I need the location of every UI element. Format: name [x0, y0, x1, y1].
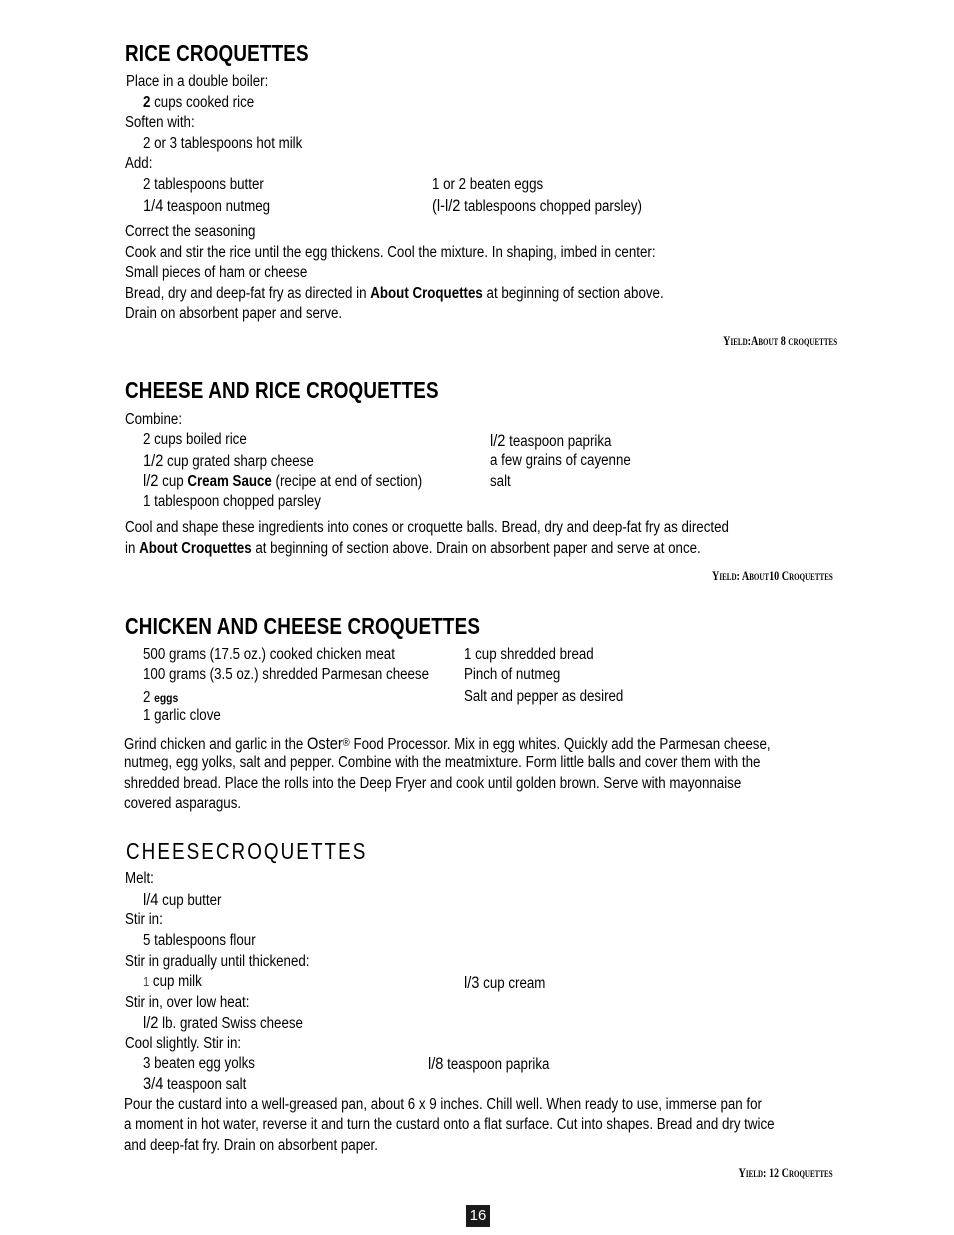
- chicken-ingredient: 1 garlic clove: [143, 707, 221, 724]
- rice-line: Soften with:: [125, 114, 195, 131]
- cheese-ingredient: 3/4 teaspoon salt: [143, 1074, 247, 1093]
- chicken-ingredient: 1 cup shredded bread: [464, 646, 594, 663]
- chicken-ingredient: Pinch of nutmeg: [464, 666, 561, 683]
- rice-line: 2 or 3 tablespoons hot milk: [143, 135, 303, 152]
- cheese-ingredient: l/8 teaspoon paprika: [428, 1054, 550, 1073]
- cheese-line: Cool slightly. Stir in:: [125, 1035, 242, 1052]
- cheese-rice-title: CHEESE AND RICE CROQUETTES: [125, 377, 439, 403]
- page-number: 16: [466, 1205, 490, 1227]
- rice-line: Add:: [125, 155, 153, 172]
- cheese-rice-ingredient: l/2 teaspoon paprika: [490, 431, 612, 450]
- cheese-rice-line: Cool and shape these ingredients into cones or croquette balls. Bread, dry and deep-fat fry as directed: [125, 519, 729, 536]
- rice-ingredient: 2 tablespoons butter: [143, 176, 264, 193]
- cheese-yield: Yield: 12 Croquettes: [738, 1165, 833, 1180]
- rice-line: Cook and stir the rice until the egg thickens. Cool the mixture. In shaping, imbed in center:: [125, 244, 656, 261]
- chicken-line: shredded bread. Place the rolls into the Deep Fryer and cook until golden brown. Serve with mayonnaise: [124, 775, 742, 792]
- cheese-rice-ingredient: 2 cups boiled rice: [143, 431, 247, 448]
- cheese-ingredient: 3 beaten egg yolks: [143, 1055, 255, 1072]
- rice-ingredient: (l-l/2 tablespoons chopped parsley): [432, 196, 643, 215]
- cheese-rice-ingredient: l/2 cup Cream Sauce (recipe at end of section): [143, 471, 423, 490]
- chicken-ingredient: 100 grams (3.5 oz.) shredded Parmesan cheese: [143, 666, 430, 683]
- chicken-title: CHICKEN AND CHEESE CROQUETTES: [125, 613, 481, 639]
- chicken-ingredient: 2 eggs: [143, 689, 179, 706]
- cheese-ingredient: l/2 lb. grated Swiss cheese: [143, 1013, 303, 1032]
- cheese-ingredient: 5 tablespoons flour: [143, 932, 256, 949]
- rice-line: Drain on absorbent paper and serve.: [125, 305, 343, 322]
- cheese-rice-ingredient: 1/2 cup grated sharp cheese: [143, 451, 314, 470]
- rice-yield: Yield:About 8 croquettes: [723, 333, 837, 348]
- rice-line: Correct the seasoning: [125, 223, 256, 240]
- cheese-ingredient: 1 cup milk: [143, 973, 202, 990]
- chicken-line: Grind chicken and garlic in the Oster® Food Processor. Mix in egg whites. Quickly add the Parmesan cheese,: [124, 734, 771, 753]
- cheese-title: CHEESECROQUETTES: [126, 838, 368, 864]
- cheese-rice-yield: Yield: About10 Croquettes: [712, 568, 833, 583]
- cheese-rice-ingredient: a few grains of cayenne: [490, 452, 631, 469]
- cheese-line: Melt:: [125, 870, 154, 887]
- rice-ingredient: 1/4 teaspoon nutmeg: [143, 196, 271, 215]
- rice-ingredient: 1 or 2 beaten eggs: [432, 176, 544, 193]
- rice-line: Place in a double boiler:: [126, 73, 269, 90]
- rice-line: Bread, dry and deep-fat fry as directed in About Croquettes at beginning of section above.: [125, 285, 664, 302]
- cheese-line: Pour the custard into a well-greased pan, about 6 x 9 inches. Chill well. When ready to use, immerse pan for: [124, 1096, 762, 1113]
- cheese-line: and deep-fat fry. Drain on absorbent paper.: [124, 1137, 378, 1154]
- rice-line: 2 cups cooked rice: [143, 94, 255, 111]
- cheese-rice-ingredient: salt: [490, 473, 511, 490]
- rice-line: Small pieces of ham or cheese: [125, 264, 308, 281]
- cheese-line: Stir in:: [125, 911, 163, 928]
- chicken-ingredient: 500 grams (17.5 oz.) cooked chicken meat: [143, 646, 395, 663]
- cheese-ingredient: l/4 cup butter: [143, 890, 222, 909]
- cheese-rice-line: in About Croquettes at beginning of section above. Drain on absorbent paper and serve at once.: [125, 540, 701, 557]
- cheese-line: Stir in, over low heat:: [125, 994, 250, 1011]
- cheese-line: Stir in gradually until thickened:: [125, 953, 310, 970]
- cheese-ingredient: l/3 cup cream: [464, 973, 546, 992]
- chicken-line: covered asparagus.: [124, 795, 242, 812]
- chicken-line: nutmeg, egg yolks, salt and pepper. Combine with the meatmixture. Form little balls and cover them with the: [124, 754, 761, 771]
- cheese-rice-line: Combine:: [125, 411, 183, 428]
- cheese-line: a moment in hot water, reverse it and turn the custard onto a flat surface. Cut into shapes. Bread and dry twice: [124, 1116, 775, 1133]
- chicken-ingredient: Salt and pepper as desired: [464, 688, 624, 705]
- rice-title: RICE CROQUETTES: [125, 40, 309, 66]
- cheese-rice-ingredient: 1 tablespoon chopped parsley: [143, 493, 321, 510]
